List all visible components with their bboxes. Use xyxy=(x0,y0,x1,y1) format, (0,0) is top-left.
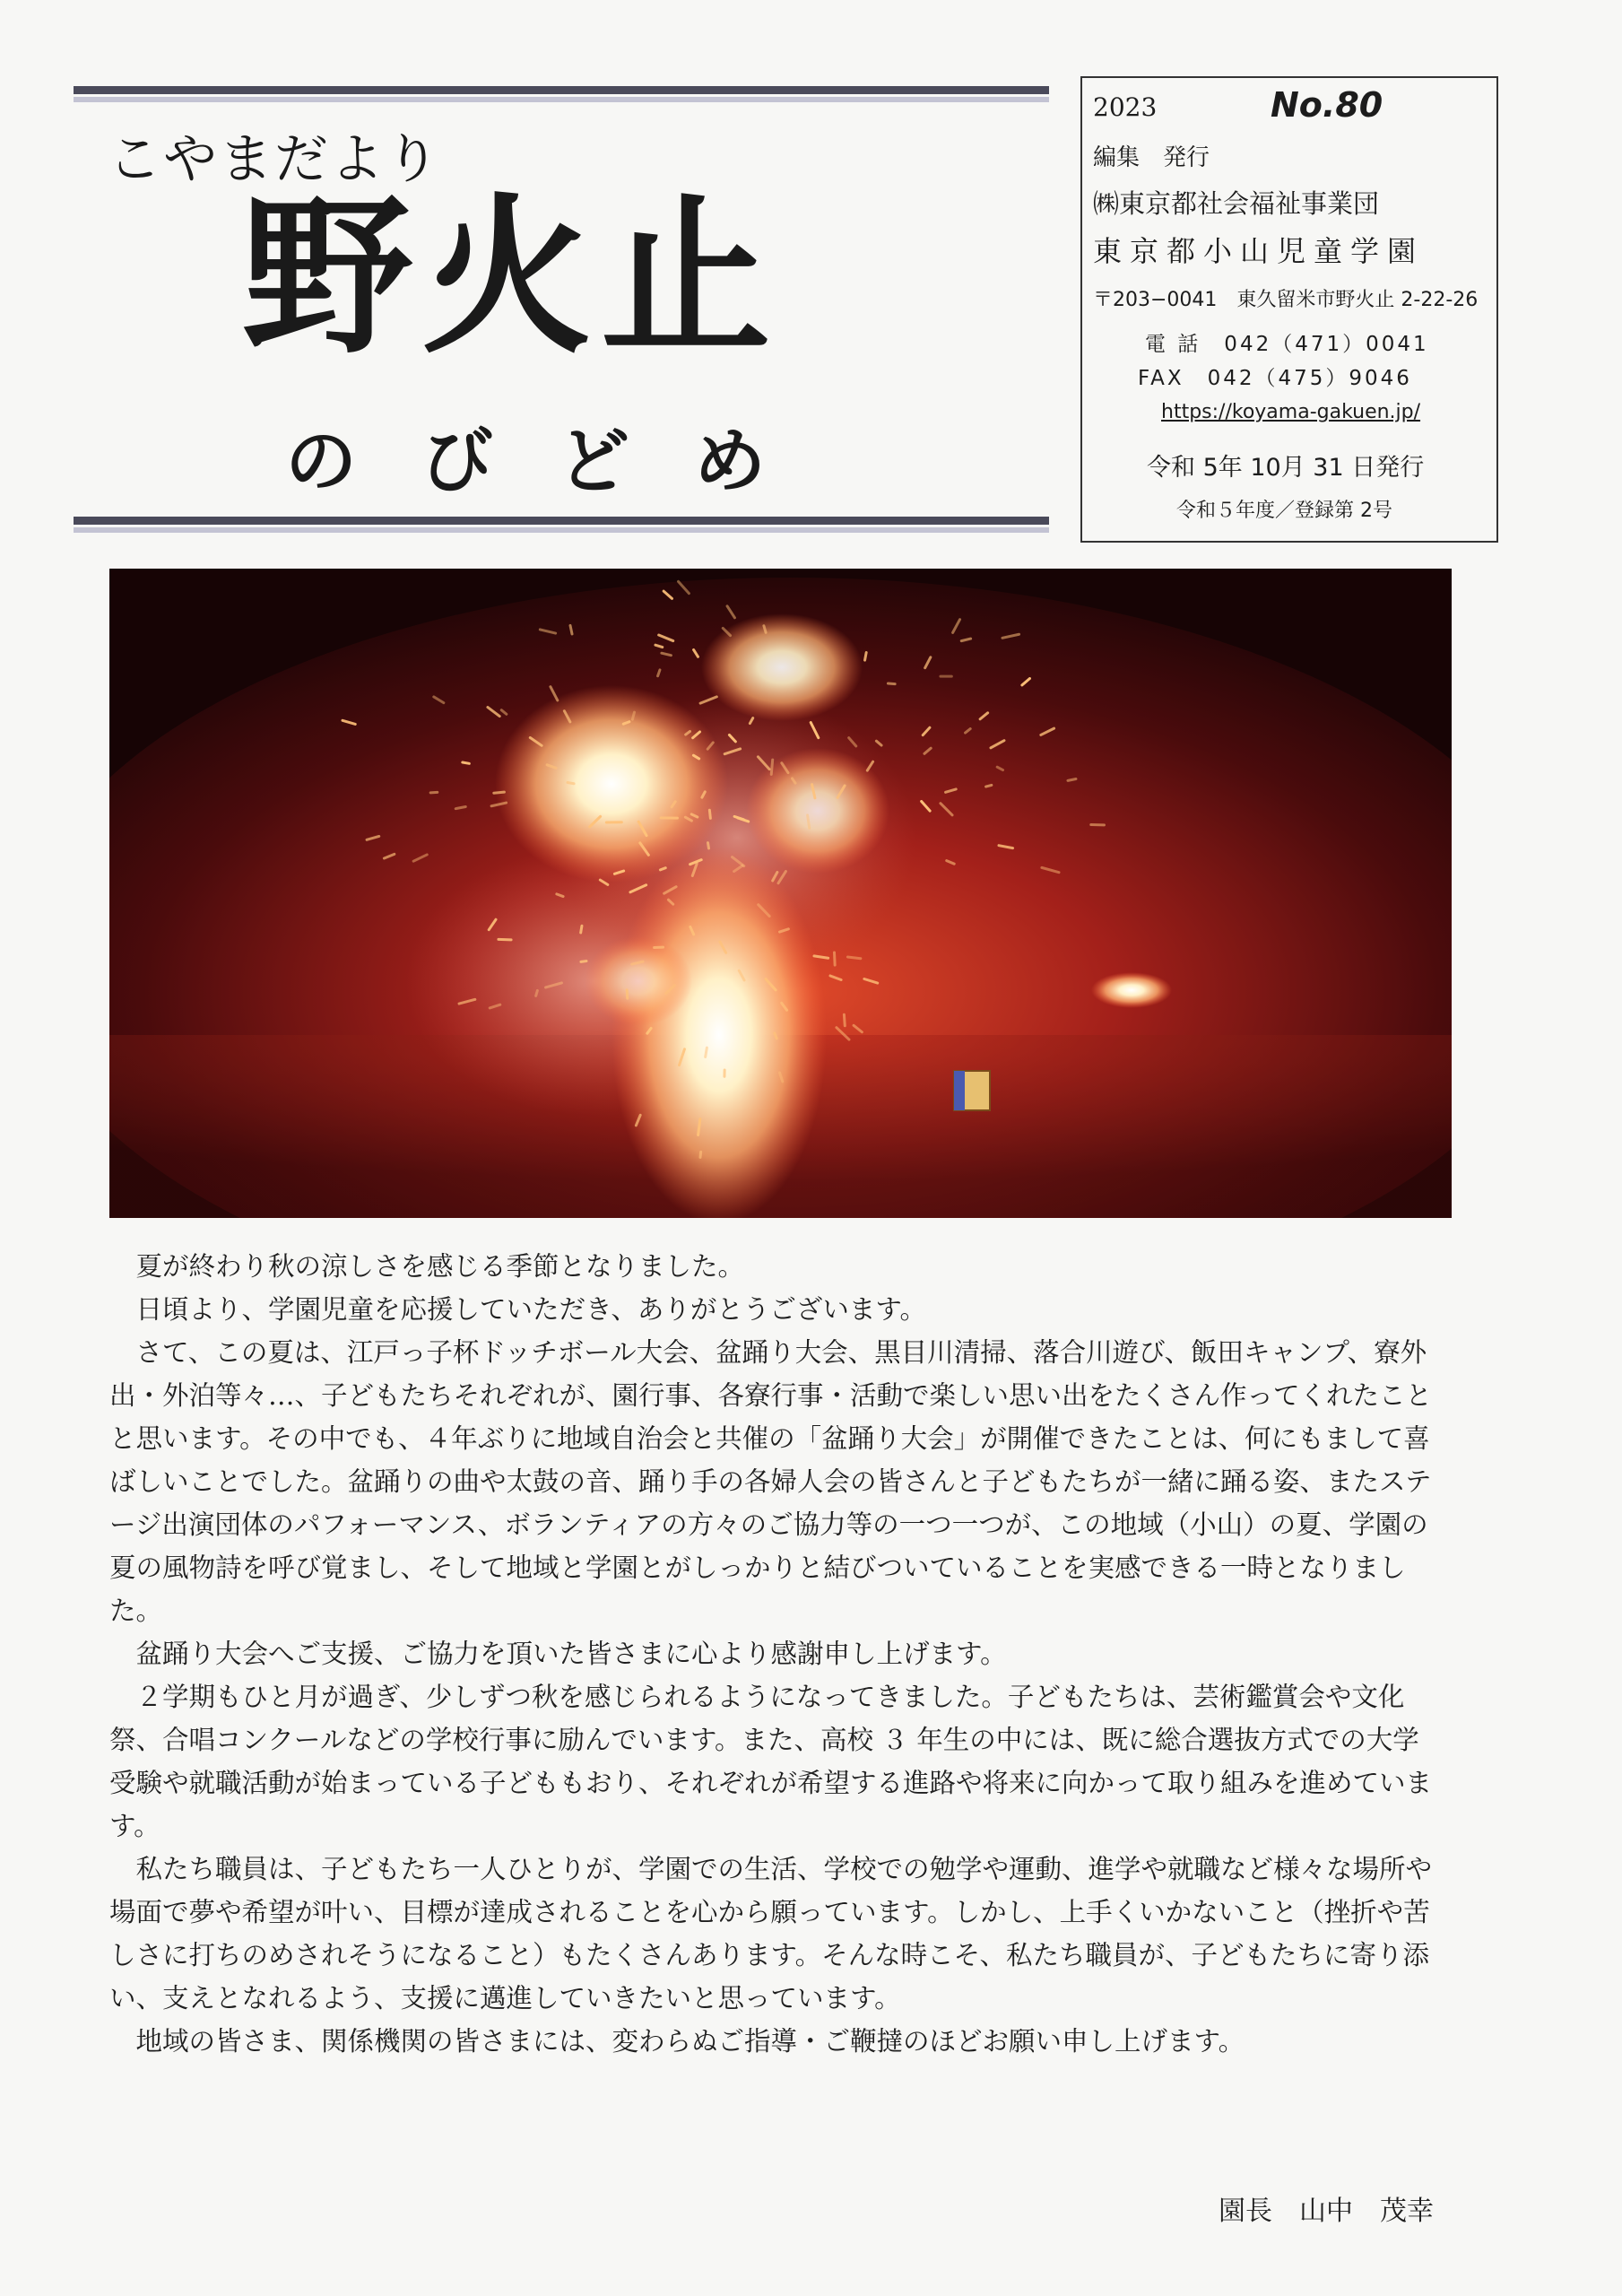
spark xyxy=(709,810,710,818)
article-paragraph: さて、この夏は、江戸っ子杯ドッチボール大会、盆踊り大会、黒目川清掃、落合川遊び、飯田キャンプ、寮外出・外泊等々…、子どもたちそれぞれが、園行事、各寮行事・活動で楽しい思い出をたくさん作ってくれたことと思います。その中でも、４年ぶりに地域自治会と共催の「盆踊り大会」が開催できたことは、何にもまして喜ばしいことでした。盆踊りの曲や太鼓の音、踊り手の各婦人会の皆さんと子どもたちが一緒に踊る姿、またステージ出演団体のパフォーマンス、ボランティアの方々のご協力等の一つ一つが、この地域（小山）の夏、学園の夏の風物詩を呼び覚まし、そして地域と学園とがしっかりと結びついていることを実感できる一時となりました。 xyxy=(109,1337,1433,1626)
spark xyxy=(660,868,665,870)
spark xyxy=(764,626,766,633)
spark xyxy=(632,712,634,719)
spark xyxy=(455,806,465,808)
header-rule-bottom xyxy=(74,517,1049,533)
article-paragraph: ２学期もひと月が過ぎ、少しずつ秋を感じられるようになってきました。子どもたちは、芸術鑑賞会や文化祭、合唱コンクールなどの学校行事に励んでいます。また、高校 ３ 年生の中には、既に総合選抜方式での大学受験や就職活動が始まっている子どももおり、それぞれが希望する進路や将来に向かって取り組みを進めています。 xyxy=(109,1682,1433,1841)
newsletter-subtitle: のびどめ xyxy=(285,420,830,503)
spark xyxy=(494,792,505,793)
phone-number: 電 話 042（471）0041 xyxy=(1145,333,1429,356)
newsletter-kicker: こやまだより xyxy=(108,128,441,191)
article-paragraph: 盆踊り大会へご支援、ご協力を頂いた皆さまに心より感謝申し上げます。 xyxy=(135,1639,1007,1669)
newsletter-title: 野火止 xyxy=(242,178,781,377)
article-paragraph: 地域の皆さま、関係機関の皆さまには、変わらぬご指導・ご鞭撻のほどお願い申し上げます。 xyxy=(135,2026,1245,2057)
registration-number: 令和５年度／登録第 2号 xyxy=(1176,500,1392,522)
burst-right xyxy=(1091,972,1172,1008)
spark xyxy=(1068,779,1076,781)
spark xyxy=(986,785,992,787)
website-link[interactable]: https://koyama-gakuen.jp/ xyxy=(1161,401,1421,423)
spark xyxy=(463,762,470,763)
spark xyxy=(865,652,867,660)
spark xyxy=(844,1014,845,1026)
spark xyxy=(581,926,582,933)
fireworks-illustration xyxy=(109,569,1452,1218)
article-paragraph: 私たち職員は、子どもたち一人ひとりが、学園での生活、学校での勉学や運動、進学や就職など様々な場所や場面で夢や希望が叶い、目標が達成されることを心から願っています。しかし、上手くいかないこと（挫折や苦しさに打ちのめされそうになること）もたくさんあります。そんな時こそ、私たち職員が、子どもたちに寄り添い、支えとなれるよう、支援に邁進していきたいと思っています。 xyxy=(109,1854,1433,2013)
spark xyxy=(771,760,772,774)
spark xyxy=(570,625,572,634)
fax-number: FAX 042（475）9046 xyxy=(1138,367,1412,390)
issue-year: 2023 xyxy=(1093,92,1158,122)
spark xyxy=(888,683,895,684)
article-paragraph: 夏が終わり秋の涼しさを感じる季節となりました。 xyxy=(135,1251,745,1282)
postal-address: 〒203−0041 東久留米市野火止 2-22-26 xyxy=(1093,289,1479,311)
header-rule-top xyxy=(74,86,1049,102)
fountain-core xyxy=(612,847,827,1218)
organization-name: ㈱東京都社会福祉事業団 xyxy=(1093,188,1380,219)
spark xyxy=(568,783,574,784)
spark xyxy=(627,990,628,998)
fireworks-photo xyxy=(109,569,1452,1218)
spark xyxy=(808,815,810,828)
article-paragraph: 日頃より、学園児童を応援していただき、ありがとうございます。 xyxy=(135,1294,926,1325)
spark xyxy=(706,1048,707,1057)
spark xyxy=(581,961,586,962)
spark xyxy=(847,957,861,959)
spark xyxy=(707,843,708,848)
edit-publish-label: 編集 発行 xyxy=(1093,144,1210,171)
spark xyxy=(834,952,835,965)
issue-number: No.80 xyxy=(1271,85,1383,125)
publisher-info-box xyxy=(1080,76,1498,543)
article-body xyxy=(109,1245,1436,2063)
facility-name: 東京都小山児童学園 xyxy=(1093,234,1425,268)
publish-date: 令和 5年 10月 31 日発行 xyxy=(1147,454,1425,482)
spark xyxy=(536,990,538,996)
spark xyxy=(700,1152,701,1157)
principal-signature: 園長 山中 茂幸 xyxy=(1219,2196,1434,2227)
